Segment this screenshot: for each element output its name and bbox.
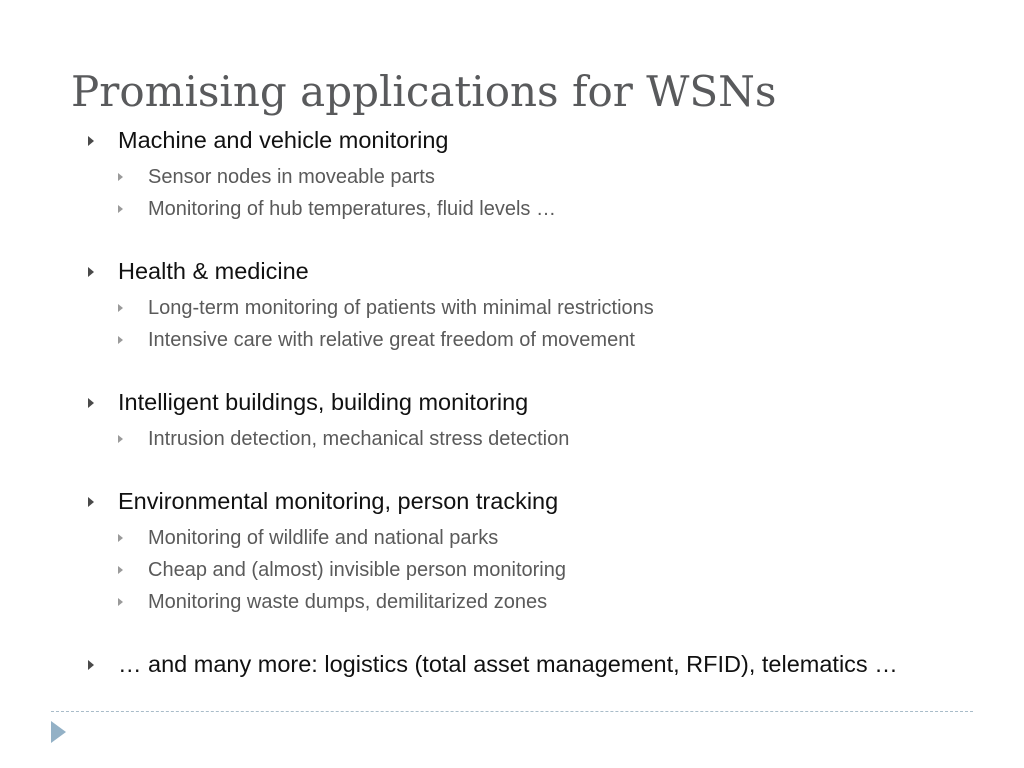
sub-bullet-text: Monitoring waste dumps, demilitarized zones bbox=[148, 591, 548, 613]
sub-bullet-text: Monitoring of wildlife and national parks bbox=[148, 527, 499, 549]
bullet-item-last bbox=[88, 651, 988, 677]
sub-bullet-item bbox=[88, 554, 988, 586]
sub-bullet-text: Intensive care with relative great freedom of movement bbox=[148, 329, 635, 351]
sub-bullet-text: Long-term monitoring of patients with minimal restrictions bbox=[148, 297, 654, 319]
bullet-item bbox=[88, 389, 988, 415]
sub-bullet-triangle-icon bbox=[118, 566, 123, 574]
sub-bullet-text: Cheap and (almost) invisible person monitoring bbox=[148, 559, 566, 581]
bullet-triangle-icon bbox=[88, 136, 94, 146]
footer-divider bbox=[51, 711, 973, 712]
sub-bullet-text: Sensor nodes in moveable parts bbox=[148, 166, 435, 188]
sub-bullet-item bbox=[88, 193, 988, 225]
bullet-text: Environmental monitoring, person tracking bbox=[118, 488, 559, 514]
bullet-triangle-icon bbox=[88, 660, 94, 670]
sub-bullet-item bbox=[88, 292, 988, 324]
sub-bullet-text: Monitoring of hub temperatures, fluid levels … bbox=[148, 198, 556, 220]
bullet-text: Machine and vehicle monitoring bbox=[118, 127, 449, 153]
bullet-item bbox=[88, 127, 988, 153]
bullet-item bbox=[88, 488, 988, 514]
sub-bullet-triangle-icon bbox=[118, 304, 123, 312]
bullet-text: … and many more: logistics (total asset management, RFID), telematics … bbox=[118, 651, 898, 677]
sub-bullet-triangle-icon bbox=[118, 336, 123, 344]
sub-bullet-item bbox=[88, 586, 988, 618]
sub-bullet-triangle-icon bbox=[118, 173, 123, 181]
bullet-triangle-icon bbox=[88, 398, 94, 408]
sub-bullet-item bbox=[88, 423, 988, 455]
sub-bullet-item bbox=[88, 161, 988, 193]
bullet-text: Intelligent buildings, building monitoring bbox=[118, 389, 529, 415]
bullet-item bbox=[88, 258, 988, 284]
sub-bullet-text: Intrusion detection, mechanical stress detection bbox=[148, 428, 570, 450]
bullet-list bbox=[88, 127, 988, 685]
sub-bullet-item bbox=[88, 522, 988, 554]
bullet-triangle-icon bbox=[88, 267, 94, 277]
bullet-text: Health & medicine bbox=[118, 258, 309, 284]
sub-bullet-triangle-icon bbox=[118, 435, 123, 443]
sub-bullet-triangle-icon bbox=[118, 205, 123, 213]
nav-play-icon bbox=[51, 721, 66, 743]
bullet-triangle-icon bbox=[88, 497, 94, 507]
sub-bullet-item bbox=[88, 324, 988, 356]
sub-bullet-triangle-icon bbox=[118, 534, 123, 542]
sub-bullet-triangle-icon bbox=[118, 598, 123, 606]
slide-title: Promising applications for WSNs bbox=[71, 67, 777, 116]
